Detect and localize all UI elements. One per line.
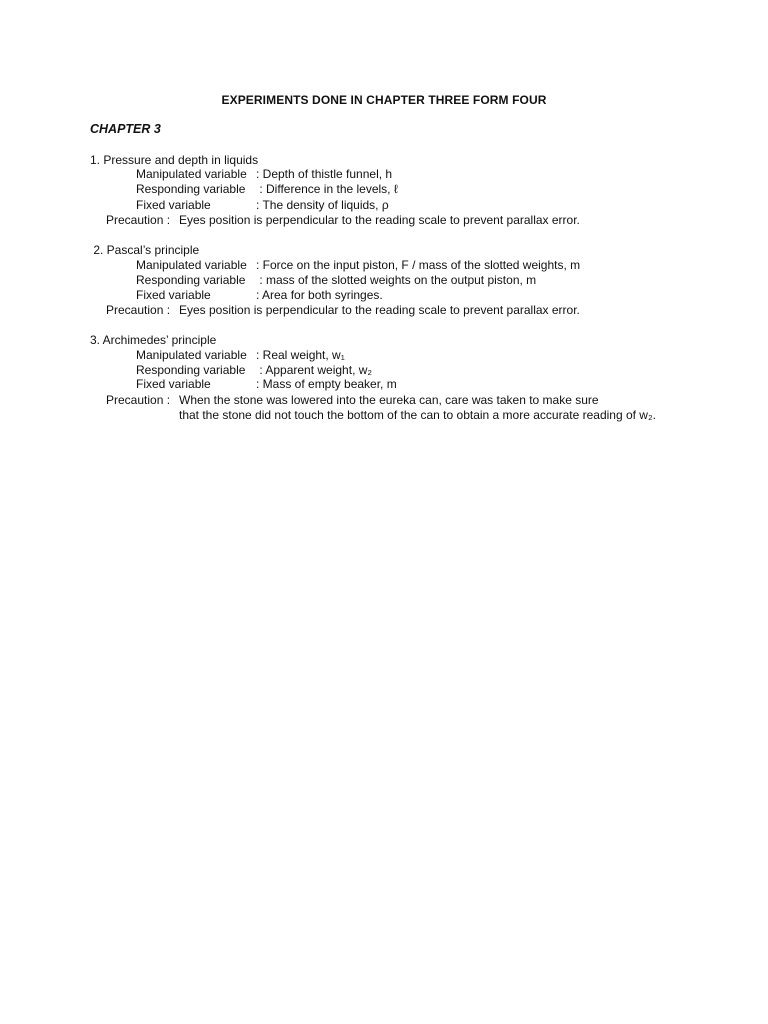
experiment-2-heading: 2. Pascal’s principle [90,243,200,257]
fixed-value: : Mass of empty beaker, m [256,377,397,391]
experiment-1-heading: 1. Pressure and depth in liquids [90,153,259,167]
experiment-3-manipulated [136,348,345,363]
responding-label: Responding variable [136,363,246,377]
experiment-1-manipulated [136,167,392,182]
precaution-value: Eyes position is perpendicular to the reading scale to prevent parallax error. [179,303,580,317]
fixed-value: : The density of liquids, ρ [256,198,389,212]
experiment-1-precaution [106,213,580,228]
fixed-label: Fixed variable [136,198,211,212]
manipulated-value: : Depth of thistle funnel, h [256,167,393,181]
experiment-2-manipulated [136,258,580,273]
fixed-label: Fixed variable [136,377,211,391]
precaution-value: Eyes position is perpendicular to the reading scale to prevent parallax error. [179,213,580,227]
responding-value: : mass of the slotted weights on the output piston, m [256,273,537,287]
experiment-1-fixed [136,198,389,213]
experiment-2-precaution [106,303,580,318]
experiment-2-fixed [136,288,383,303]
fixed-value: : Area for both syringes. [256,288,383,302]
manipulated-value: : Force on the input piston, F / mass of the slotted weights, m [256,258,581,272]
experiment-3-responding [136,363,372,378]
precaution-label: Precaution : [106,213,171,227]
experiment-2-responding [136,273,536,288]
manipulated-label: Manipulated variable [136,167,247,181]
manipulated-label: Manipulated variable [136,348,247,362]
responding-label: Responding variable [136,182,246,196]
responding-value: : Apparent weight, w₂ [256,363,373,377]
chapter-heading: CHAPTER 3 [90,122,161,136]
responding-label: Responding variable [136,273,246,287]
precaution-value: When the stone was lowered into the eureka can, care was taken to make sure [179,393,599,407]
manipulated-value: : Real weight, w₁ [256,348,345,362]
manipulated-label: Manipulated variable [136,258,247,272]
experiment-3-heading: 3. Archimedes’ principle [90,333,217,347]
precaution-label: Precaution : [106,303,171,317]
precaution-label: Precaution : [106,393,171,407]
experiment-3-fixed [136,377,397,392]
fixed-label: Fixed variable [136,288,211,302]
experiment-3-precaution-continued: that the stone did not touch the bottom of the can to obtain a more accurate reading of w₂. [179,408,656,422]
experiment-3-precaution [106,393,599,408]
document-title: EXPERIMENTS DONE IN CHAPTER THREE FORM FOUR [221,93,547,107]
responding-value: : Difference in the levels, ℓ [256,182,398,196]
experiment-1-responding [136,182,398,197]
